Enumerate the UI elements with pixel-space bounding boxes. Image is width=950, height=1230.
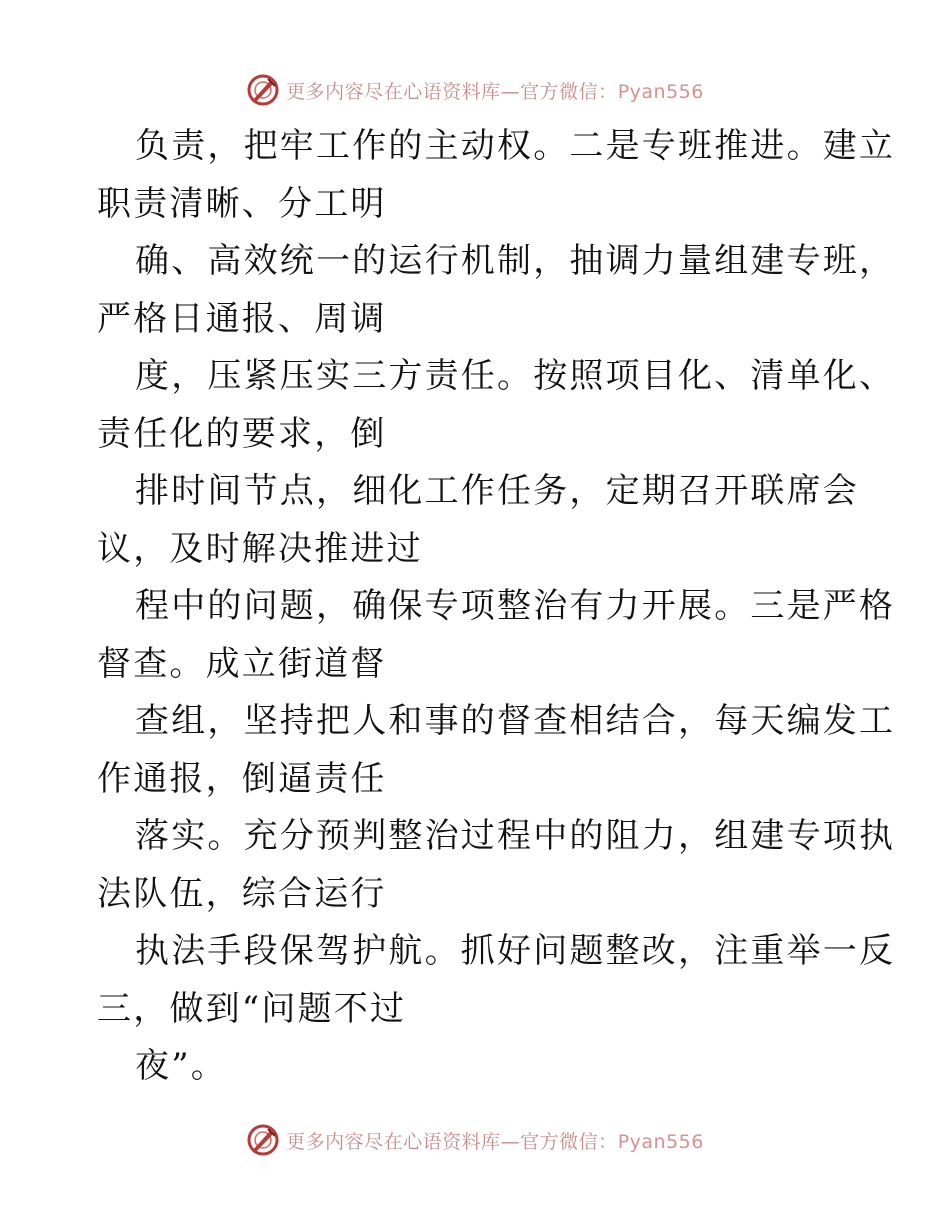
- body-line: 确、高效统一的运行机制，抽调力量组建专班，: [135, 241, 896, 281]
- body-line: 职责清晰、分工明: [97, 183, 387, 224]
- footer-banner-inner: [246, 1123, 704, 1157]
- brush-circle-logo-icon: [246, 73, 280, 107]
- banner-main-text: 更多内容尽在心语资料库: [286, 1130, 501, 1153]
- header-banner-inner: [246, 73, 704, 107]
- footer-banner: [0, 1120, 950, 1160]
- body-line: 责任化的要求，倒: [97, 413, 387, 454]
- body-line: 督查。成立街道督: [97, 643, 387, 684]
- body-line: 度，压紧压实三方责任。按照项目化、清单化、: [135, 356, 896, 396]
- body-line: 夜”。: [135, 1046, 227, 1086]
- body-line: 严格日通报、周调: [97, 298, 387, 339]
- banner-dash: —: [500, 80, 521, 103]
- body-line: 议，及时解决推进过: [97, 528, 423, 569]
- document-body: [97, 118, 896, 1096]
- body-line: 负责，把牢工作的主动权。二是专班推进。建立: [135, 126, 896, 166]
- brush-circle-logo-icon: [246, 1123, 280, 1157]
- body-line: 程中的问题，确保专项整治有力开展。三是严格: [135, 586, 896, 626]
- body-line: 查组，坚持把人和事的督查相结合，每天编发工: [135, 701, 896, 741]
- banner-text: [286, 1127, 704, 1154]
- body-line: 执法手段保驾护航。抓好问题整改，注重举一反: [135, 931, 896, 971]
- body-line: 落实。充分预判整治过程中的阻力，组建专项执: [135, 816, 896, 856]
- banner-text: [286, 77, 704, 104]
- body-line: 三，做到“问题不过: [97, 988, 407, 1029]
- header-banner: [0, 70, 950, 110]
- banner-official-label: 官方微信：: [520, 1130, 618, 1153]
- banner-dash: —: [500, 1130, 521, 1153]
- body-line: 排时间节点，细化工作任务，定期召开联席会: [135, 471, 859, 511]
- body-line: 作通报，倒逼责任: [97, 758, 387, 799]
- banner-wechat-id: Pyan556: [617, 1130, 704, 1153]
- banner-official-label: 官方微信：: [520, 80, 618, 103]
- banner-wechat-id: Pyan556: [617, 80, 704, 103]
- banner-main-text: 更多内容尽在心语资料库: [286, 80, 501, 103]
- body-line: 法队伍，综合运行: [97, 873, 387, 914]
